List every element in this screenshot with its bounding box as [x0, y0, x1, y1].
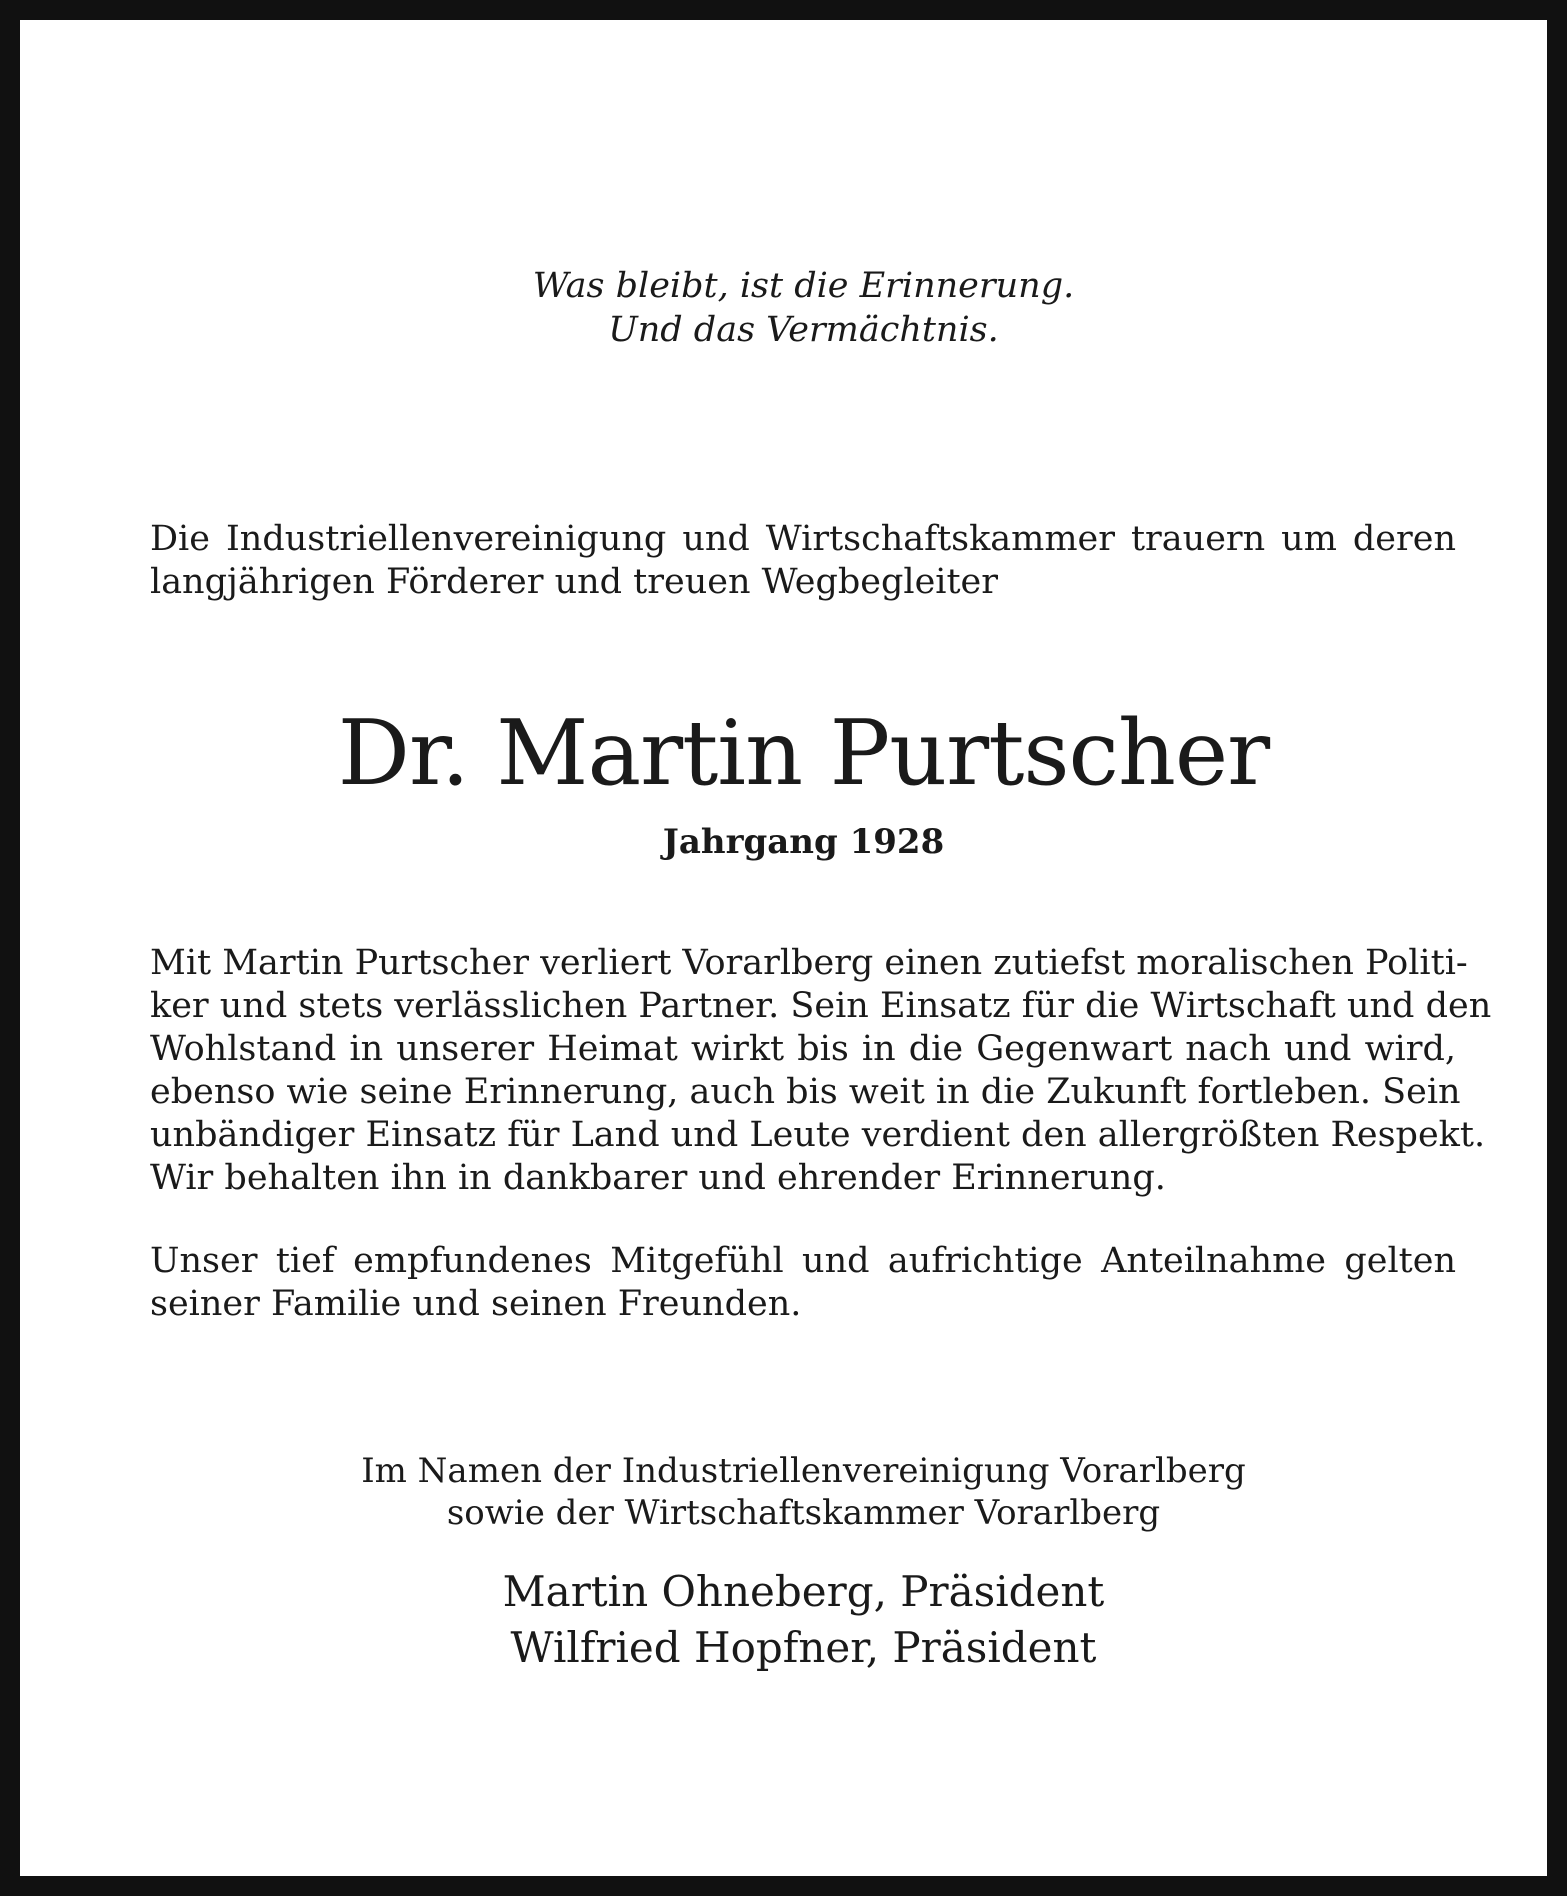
- condolence-line: seiner Familie und seinen Freunden.: [150, 1284, 802, 1324]
- tribute-line: ker und stets verlässlichen Partner. Sein Einsatz für die Wirtschaft und den: [150, 986, 1492, 1026]
- tribute-paragraph: [150, 942, 1492, 1200]
- intro-text: [150, 518, 1456, 604]
- deceased-name: Dr. Martin Purtscher: [337, 701, 1270, 806]
- signoff-line-2: sowie der Wirtschaftskammer Vorarlberg: [446, 1493, 1161, 1533]
- intro-line-1: Die Industriellenvereinigung und Wirtschaftskammer trauern um deren: [150, 519, 1456, 559]
- signer-hopfner: Wilfried Hopfner, Präsident: [510, 1623, 1097, 1672]
- tribute-line: unbändiger Einsatz für Land und Leute verdient den allergrößten Respekt.: [150, 1115, 1486, 1155]
- tribute-line: Mit Martin Purtscher verliert Vorarlberg einen zutiefst moralischen Politi-: [150, 943, 1468, 983]
- motto-line-1: Was bleibt, ist die Erinnerung.: [532, 266, 1075, 306]
- tribute-line: Wohlstand in unserer Heimat wirkt bis in die Gegenwart nach und wird,: [150, 1029, 1456, 1069]
- condolence-paragraph: [150, 1240, 1456, 1326]
- condolence-line: Unser tief empfundenes Mitgefühl und aufrichtige Anteilnahme gelten: [150, 1241, 1456, 1281]
- birth-year: Jahrgang 1928: [662, 822, 945, 862]
- intro-line-2: langjährigen Förderer und treuen Wegbegleiter: [150, 562, 998, 602]
- tribute-line: Wir behalten ihn in dankbarer und ehrender Erinnerung.: [150, 1158, 1166, 1198]
- signers: [20, 1564, 1567, 1676]
- tribute-line: ebenso wie seine Erinnerung, auch bis weit in die Zukunft fortleben. Sein: [150, 1072, 1461, 1112]
- signer-ohneberg: Martin Ohneberg, Präsident: [502, 1567, 1105, 1616]
- signoff: [20, 1450, 1567, 1534]
- signoff-line-1: Im Namen der Industriellenvereinigung Vorarlberg: [361, 1451, 1246, 1491]
- motto: [20, 264, 1567, 352]
- motto-line-2: Und das Vermächtnis.: [608, 310, 999, 350]
